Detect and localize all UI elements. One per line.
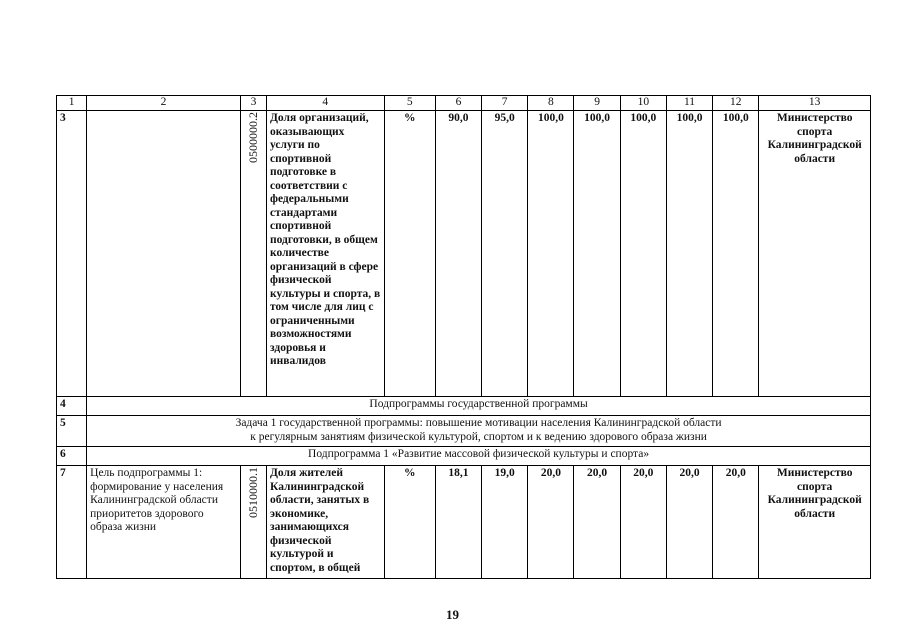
page-number: 19 <box>446 607 459 622</box>
header-cell: 7 <box>482 96 528 111</box>
header-cell: 6 <box>435 96 481 111</box>
task-heading <box>87 416 871 447</box>
unit-cell: % <box>384 466 435 579</box>
header-cell: 8 <box>528 96 574 111</box>
indicator-cell: Доля организаций, оказывающих услуги по спортивной подготовке в соответствии с федеральными стандартами спортивной подготовки, в общем количестве организаций в сфере физической культуры и спорта, в том числе для лиц с ограниченными возможностями здоровья и инвалидов <box>267 111 385 397</box>
value-cell: 18,1 <box>435 466 481 579</box>
header-cell: 3 <box>240 96 266 111</box>
table-row <box>57 397 871 416</box>
value-cell: 100,0 <box>713 111 759 397</box>
value-cell: 20,0 <box>574 466 620 579</box>
table-row <box>57 466 871 579</box>
row-number: 5 <box>57 416 87 447</box>
table-row <box>57 111 871 397</box>
header-cell: 1 <box>57 96 87 111</box>
indicators-table <box>56 95 871 579</box>
value-cell: 100,0 <box>528 111 574 397</box>
row-number: 7 <box>57 466 87 579</box>
value-cell: 100,0 <box>574 111 620 397</box>
header-cell: 10 <box>620 96 666 111</box>
code-cell <box>240 466 266 579</box>
header-cell: 11 <box>666 96 712 111</box>
unit-cell: % <box>384 111 435 397</box>
indicator-code: 0500000.2 <box>245 112 260 163</box>
value-cell: 20,0 <box>666 466 712 579</box>
value-cell: 20,0 <box>620 466 666 579</box>
indicator-code: 0510000.1 <box>245 467 260 518</box>
header-cell: 9 <box>574 96 620 111</box>
goal-cell <box>87 111 241 397</box>
value-cell: 20,0 <box>528 466 574 579</box>
task-heading-line-1: Задача 1 государственной программы: повышение мотивации населения Калининградской области <box>235 417 722 429</box>
goal-cell: Цель подпрограммы 1: формирование у населения Калининградской области приоритетов здорового образа жизни <box>87 466 241 579</box>
subprogram-heading: Подпрограмма 1 «Развитие массовой физической культуры и спорта» <box>87 447 871 466</box>
value-cell: 100,0 <box>666 111 712 397</box>
table-row <box>57 416 871 447</box>
header-cell: 5 <box>384 96 435 111</box>
responsible-cell: Министерство спорта Калининградской области <box>759 466 871 579</box>
row-number: 6 <box>57 447 87 466</box>
value-cell: 95,0 <box>482 111 528 397</box>
value-cell: 19,0 <box>482 466 528 579</box>
table-header-row <box>57 96 871 111</box>
indicator-cell: Доля жителей Калининградской области, занятых в экономике, занимающихся физической культурой и спортом, в общей <box>267 466 385 579</box>
value-cell: 100,0 <box>620 111 666 397</box>
header-cell: 4 <box>267 96 385 111</box>
task-heading-line-2: к регулярным занятиям физической культурой, спортом и к ведению здорового образа жизни <box>250 430 707 443</box>
header-cell: 12 <box>713 96 759 111</box>
code-cell <box>240 111 266 397</box>
table-row <box>57 447 871 466</box>
value-cell: 90,0 <box>435 111 481 397</box>
row-number: 3 <box>57 111 87 397</box>
header-cell: 13 <box>759 96 871 111</box>
header-cell: 2 <box>87 96 241 111</box>
responsible-cell: Министерство спорта Калининградской области <box>759 111 871 397</box>
value-cell: 20,0 <box>713 466 759 579</box>
row-number: 4 <box>57 397 87 416</box>
section-heading: Подпрограммы государственной программы <box>87 397 871 416</box>
